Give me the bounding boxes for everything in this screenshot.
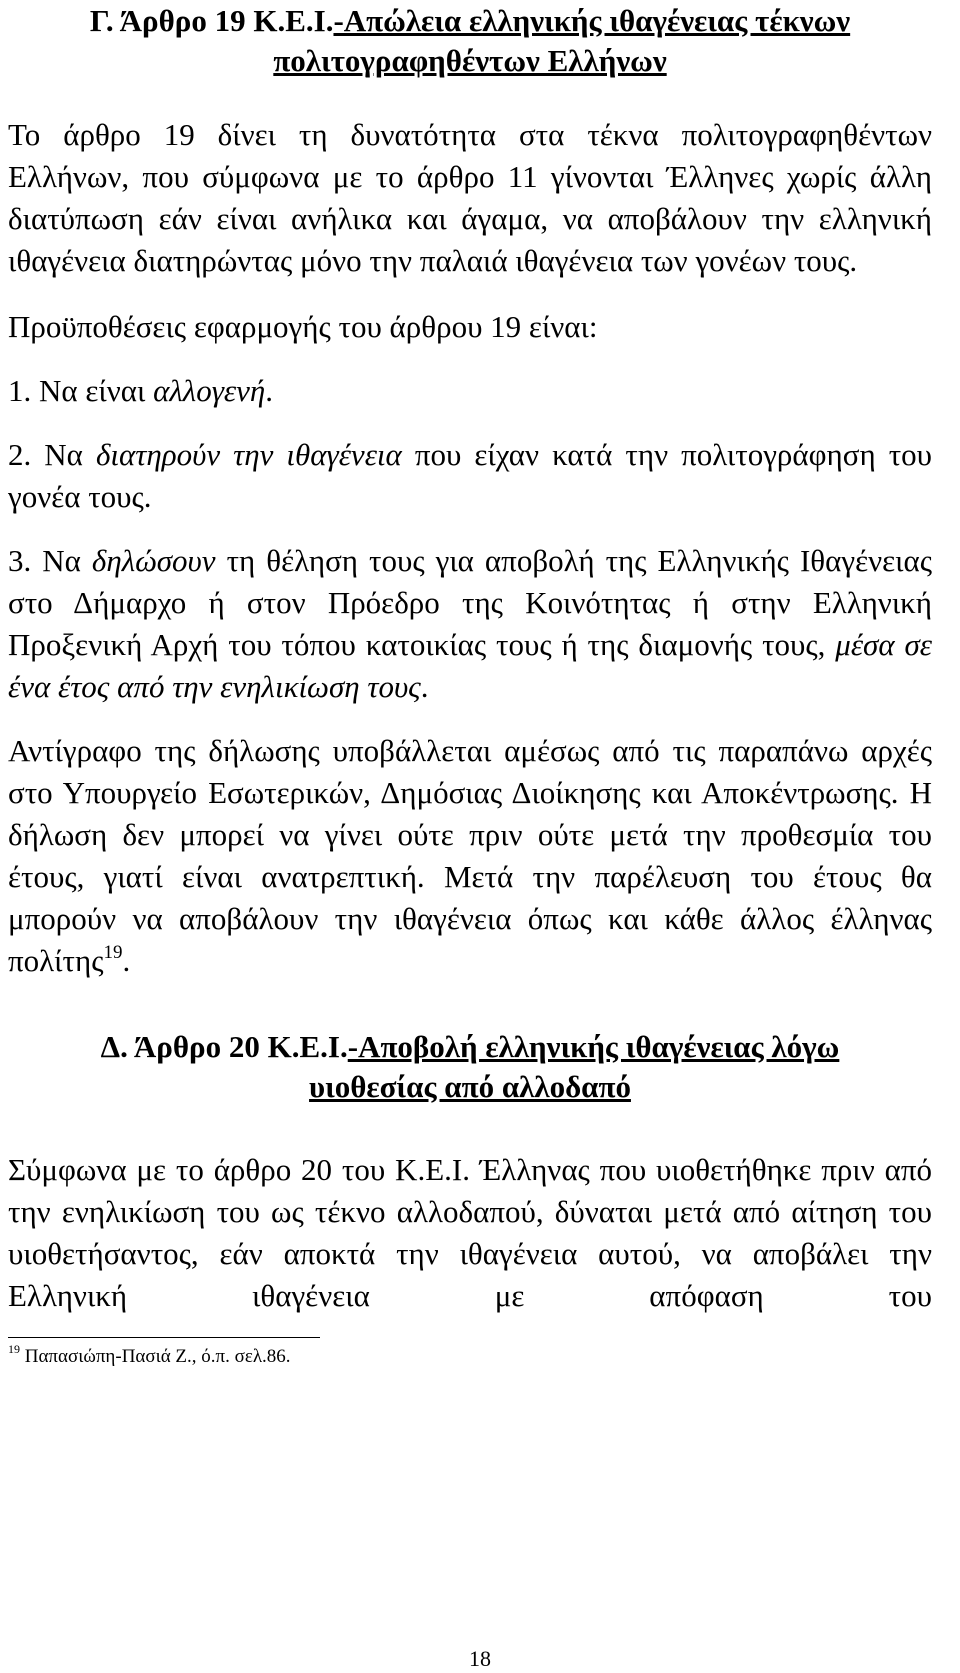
condition-1-lead: 1. Να είναι xyxy=(8,373,154,408)
heading-d-title-1: -Αποβολή ελληνικής ιθαγένειας λόγω xyxy=(347,1029,840,1064)
footnote-separator xyxy=(8,1337,320,1338)
condition-3-tail: . xyxy=(420,669,429,704)
section-heading-d xyxy=(8,1026,932,1107)
paragraph-conditions-intro: Προϋποθέσεις εφαρμογής του άρθρου 19 είναι: xyxy=(8,309,598,344)
heading-c-title-2: πολιτογραφηθέντων Ελλήνων xyxy=(273,43,667,78)
condition-3-body: τη θέληση τους για αποβολή της Ελληνικής Ιθαγένειας στο Δήμαρχο ή στον Πρόεδρο της Κοινότητας ή στην Ελληνική Προξενική Αρχή του τόπου κατοικίας τους ή της διαμονής τους, xyxy=(8,543,932,662)
condition-item-2 xyxy=(8,434,932,518)
paragraph-declaration-copy xyxy=(8,730,932,982)
condition-2-lead: 2. Να xyxy=(8,437,96,472)
condition-2-tail: που είχαν κατά την πολιτογράφηση του γονέα τους. xyxy=(8,437,932,514)
page-number: 18 xyxy=(469,1646,491,1671)
declaration-copy-tail: . xyxy=(122,943,131,978)
condition-2-emphasis: διατηρούν την ιθαγένεια xyxy=(95,437,402,472)
condition-1-tail: . xyxy=(265,373,274,408)
section-heading-c xyxy=(8,0,932,81)
footnote-text: Παπασιώπη-Πασιά Ζ., ό.π. σελ.86. xyxy=(20,1346,291,1367)
condition-item-3 xyxy=(8,540,932,708)
heading-c-prefix: Γ. Άρθρο 19 Κ.Ε.Ι. xyxy=(89,3,334,38)
paragraph-article20: Σύμφωνα με το άρθρο 20 του Κ.Ε.Ι. Έλληνας που υιοθετήθηκε πριν από την ενηλικίωση του ως τέκνο αλλοδαπού, δύναται μετά από αίτηση του υιοθετήσαντος, εάν αποκτά την ιθαγένεια αυτού, να αποβάλει την Ελληνική ιθαγένεια με απόφαση του xyxy=(8,1152,932,1313)
condition-item-1 xyxy=(8,370,932,412)
condition-3-emphasis-2: μέσα σε ένα έτος από την ενηλικίωση τους xyxy=(8,627,932,704)
condition-3-emphasis-1: δηλώσουν xyxy=(91,543,216,578)
condition-3-lead: 3. Να xyxy=(8,543,92,578)
declaration-copy-text: Αντίγραφο της δήλωσης υποβάλλεται αμέσως από τις παραπάνω αρχές στο Υπουργείο Εσωτερικών, Δημόσιας Διοίκησης και Αποκέντρωσης. Η δήλωση δεν μπορεί να γίνει ούτε πριν ούτε μετά την προθεσμία του έτους, γιατί είναι ανατρεπτική. Μετά την παρέλευση του έτους θα μπορούν να αποβάλουν την ιθαγένεια όπως και κάθε άλλος έλληνας πολίτης xyxy=(8,733,932,978)
heading-c-title-1: -Απώλεια ελληνικής ιθαγένειας τέκνων xyxy=(333,3,851,38)
heading-d-prefix: Δ. Άρθρο 20 Κ.Ε.Ι. xyxy=(100,1029,348,1064)
footnote xyxy=(8,1341,932,1370)
condition-1-emphasis: αλλογενή xyxy=(153,373,266,408)
footnote-number: 19 xyxy=(8,1341,20,1356)
footnote-reference: 19 xyxy=(103,941,123,963)
paragraph-article19-intro: Το άρθρο 19 δίνει τη δυνατότητα στα τέκνα πολιτογραφηθέντων Ελλήνων, που σύμφωνα με το άρθρο 11 γίνονται Έλληνες χωρίς άλλη διατύπωση εάν είναι ανήλικα και άγαμα, να αποβάλουν την ελληνική ιθαγένεια διατηρώντας μόνο την παλαιά ιθαγένεια των γονέων τους. xyxy=(8,117,932,278)
heading-d-title-2: υιοθεσίας από αλλοδαπό xyxy=(309,1069,631,1104)
